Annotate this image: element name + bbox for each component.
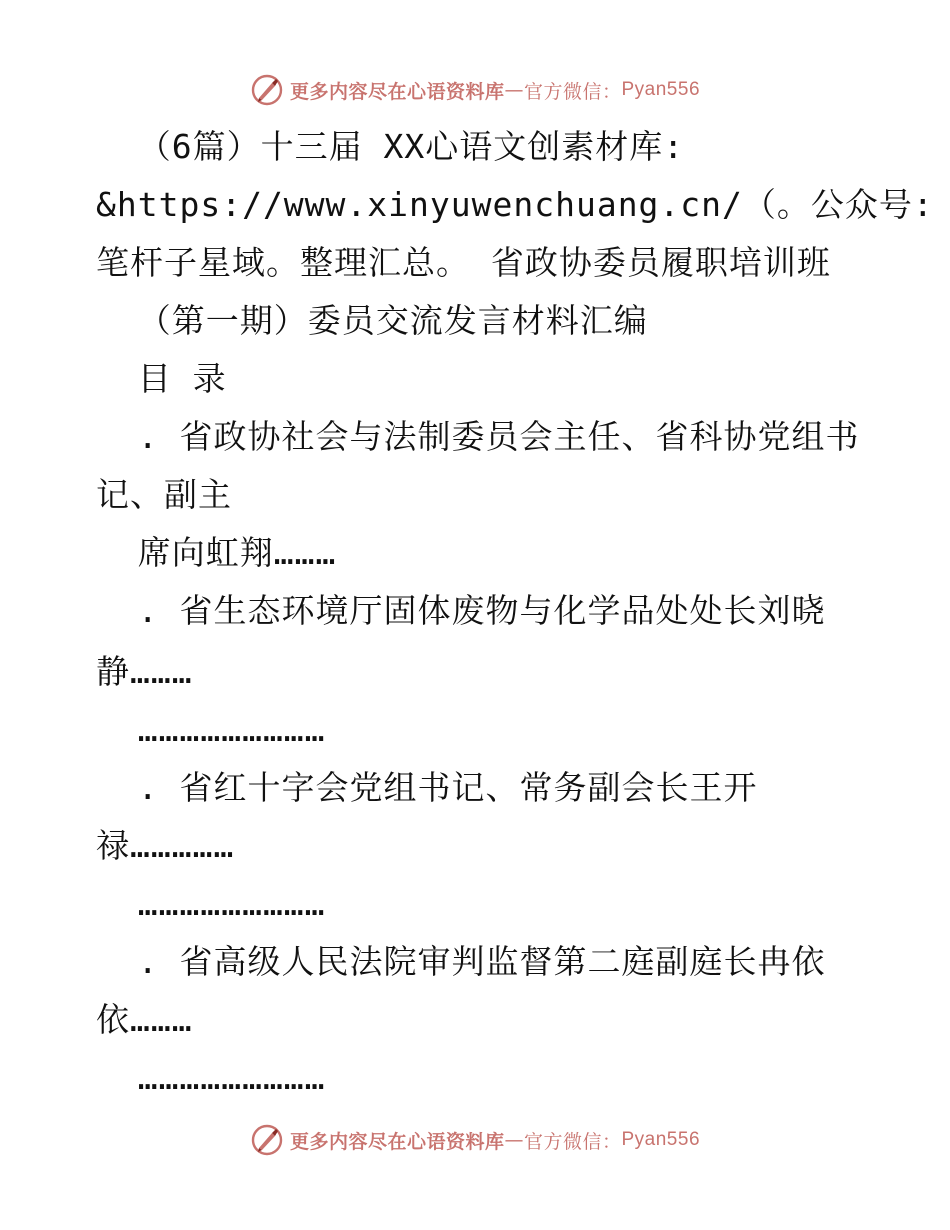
doc-line: 静………	[96, 652, 193, 691]
pen-logo-icon	[250, 73, 284, 107]
doc-line: . 省红十字会党组书记、常务副会长王开	[96, 768, 758, 807]
doc-line: （6篇）十三届 XX心语文创素材库:	[96, 127, 685, 166]
doc-line: 依………	[96, 1000, 193, 1039]
pen-logo-icon	[250, 1123, 284, 1157]
banner-brand-text: 更多内容尽在心语资料库	[289, 1130, 505, 1153]
banner-wechat-id: Pyan556	[621, 1129, 701, 1150]
banner-brand-text: 更多内容尽在心语资料库	[289, 80, 505, 103]
doc-line: 目 录	[96, 359, 227, 398]
doc-line: 笔杆子星域。整理汇总。 省政协委员履职培训班	[96, 243, 831, 282]
header-banner	[0, 70, 950, 110]
doc-line: ………………………	[96, 884, 326, 923]
banner-dash: —	[504, 1129, 524, 1151]
doc-line: 记、副主	[96, 475, 232, 514]
doc-line: 席向虹翔………	[96, 533, 337, 572]
footer-banner	[0, 1120, 950, 1160]
banner-dash: —	[504, 79, 524, 101]
doc-line: （第一期）委员交流发言材料汇编	[96, 301, 648, 340]
banner-wechat-id: Pyan556	[621, 79, 701, 100]
banner-wechat-label: 官方微信：	[523, 80, 622, 103]
doc-line: ………………………	[96, 1058, 326, 1097]
doc-line: . 省政协社会与法制委员会主任、省科协党组书	[96, 417, 860, 456]
banner-wechat-label: 官方微信：	[523, 1130, 622, 1153]
doc-line: &https://www.xinyuwenchuang.cn/（。公众号:	[96, 185, 934, 224]
doc-line: . 省生态环境厅固体废物与化学品处处长刘晓	[96, 591, 826, 630]
doc-line: 禄……………	[96, 826, 235, 865]
doc-line: ………………………	[96, 710, 326, 749]
doc-line: . 省高级人民法院审判监督第二庭副庭长冉依	[96, 942, 826, 981]
